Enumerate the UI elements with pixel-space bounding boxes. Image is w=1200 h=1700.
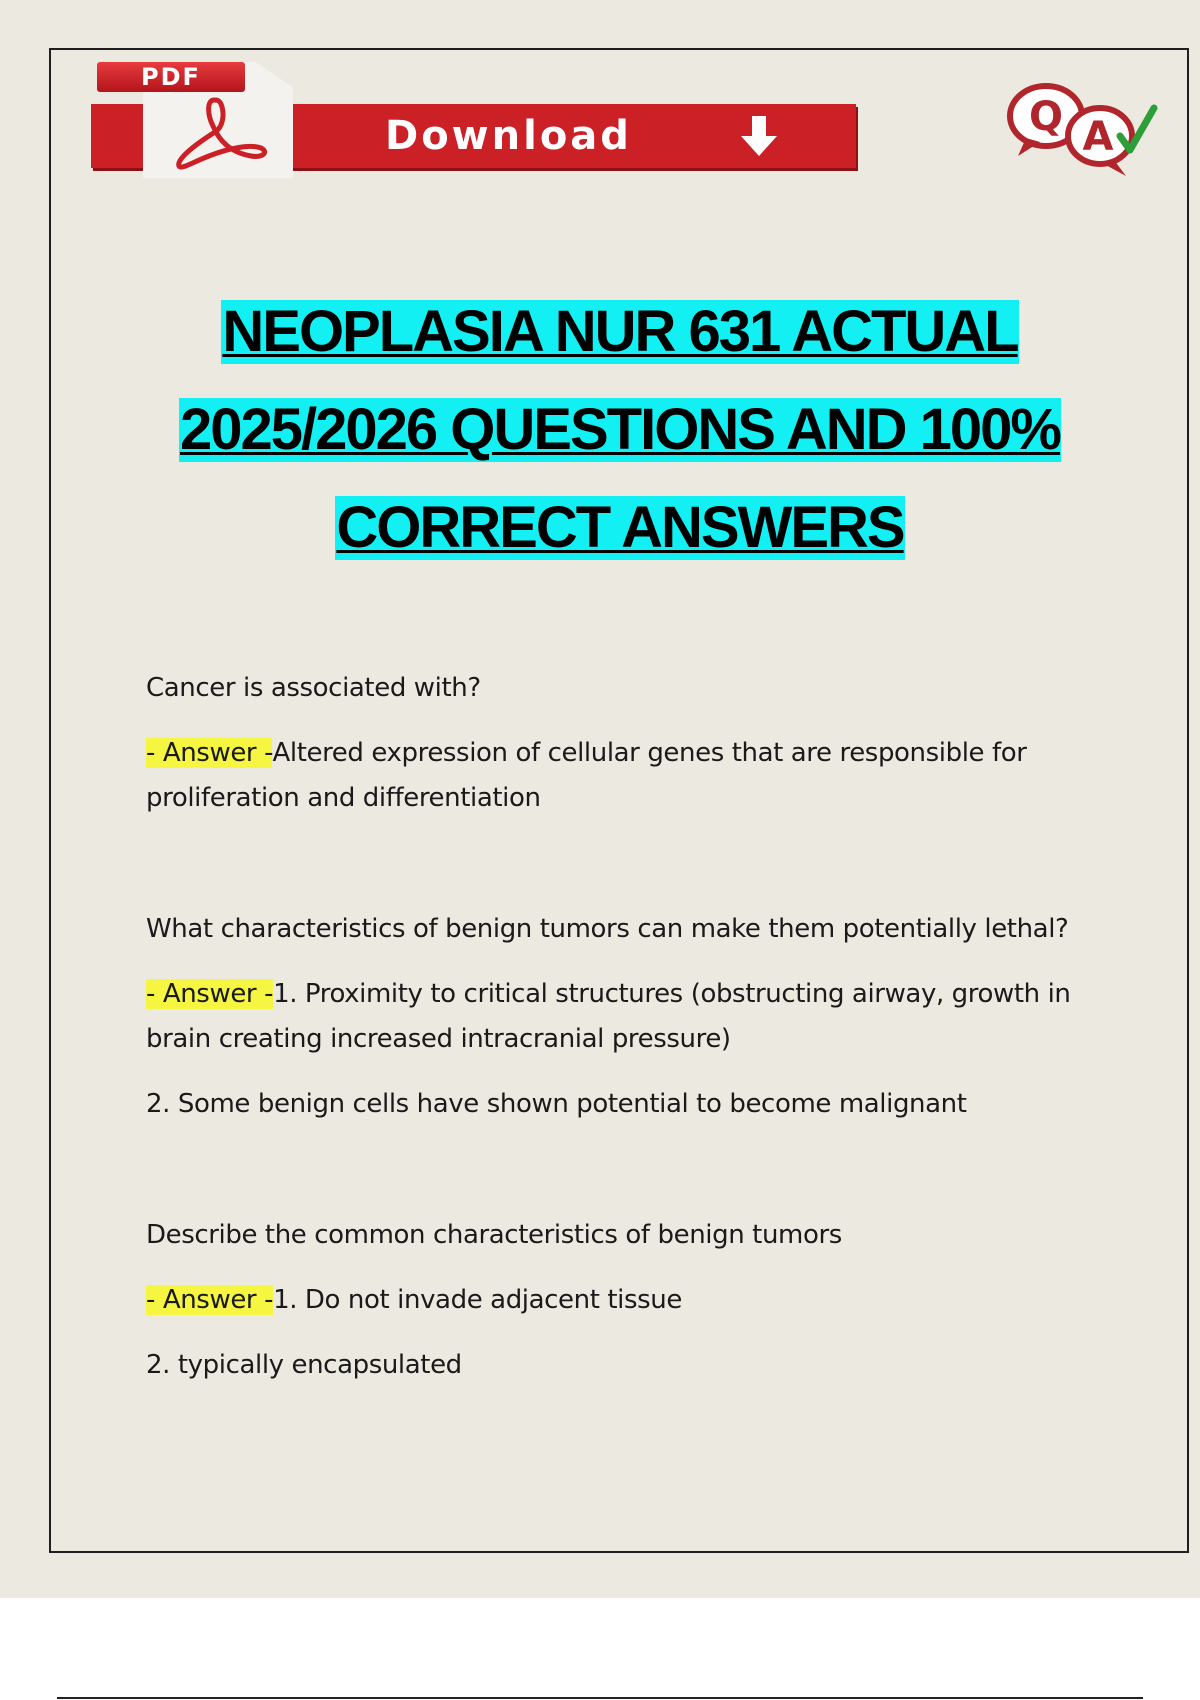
pdf-label: PDF <box>97 62 245 92</box>
answer-extra: 2. Some benign cells have shown potential to become malignant <box>146 1089 967 1119</box>
answer-body: Altered expression of cellular genes that are responsible for proliferation and differentiation <box>146 738 1027 813</box>
title-line-2: 2025/2026 QUESTIONS AND 100% <box>180 397 1060 462</box>
logo-q-letter: Q <box>1028 94 1064 140</box>
logo-a-letter: A <box>1082 114 1114 160</box>
answer-text <box>146 1278 1106 1323</box>
qa-item <box>146 907 1106 1127</box>
answer-body: 1. Proximity to critical structures (obstructing airway, growth in brain creating increased intracranial pressure) <box>146 979 1071 1054</box>
answer-text <box>146 731 1106 821</box>
title-line-1: NEOPLASIA NUR 631 ACTUAL <box>222 299 1018 364</box>
title-line-3: CORRECT ANSWERS <box>336 495 904 560</box>
answer-body: 1. Do not invade adjacent tissue <box>273 1285 682 1315</box>
qa-item <box>146 1213 1106 1388</box>
acrobat-icon <box>159 94 279 174</box>
question-text: Cancer is associated with? <box>146 673 481 703</box>
download-arrow-icon <box>739 114 779 158</box>
answer-extra: 2. typically encapsulated <box>146 1350 462 1380</box>
answer-text <box>146 972 1106 1062</box>
answer-tag: - Answer - <box>146 1285 274 1315</box>
qa-logo <box>1004 78 1164 178</box>
pdf-download-banner[interactable] <box>91 60 861 180</box>
question-text: Describe the common characteristics of benign tumors <box>146 1220 842 1250</box>
download-label: Download <box>385 113 632 159</box>
answer-tag: - Answer - <box>146 979 274 1009</box>
document-title <box>100 300 1140 594</box>
footer-divider <box>57 1697 1143 1699</box>
qa-list <box>146 666 1106 1408</box>
qa-item <box>146 666 1106 821</box>
answer-tag: - Answer - <box>146 738 273 768</box>
question-text: What characteristics of benign tumors can make them potentially lethal? <box>146 914 1069 944</box>
